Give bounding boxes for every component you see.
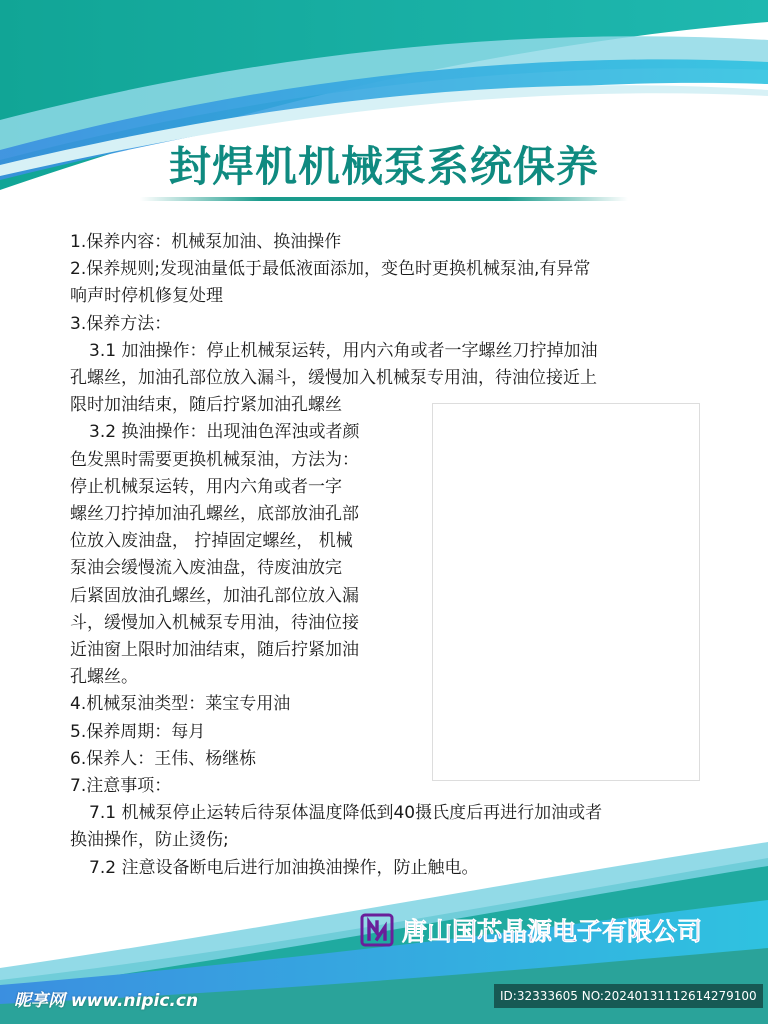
content-line: 7.1 机械泵停止运转后待泵体温度降低到40摄氏度后再进行加油或者 [89,803,603,824]
page-title: 封焊机机械泵系统保养 [168,142,599,191]
content-line: 停止机械泵运转，用内六角或者一字 [70,476,342,497]
maintenance-content [70,229,710,882]
content-line: 4.机械泵油类型：莱宝专用油 [70,694,291,715]
content-line: 3.2 换油操作：出现油色浑浊或者颜 [89,422,360,443]
company-logo-icon [360,913,394,947]
content-line: 响声时停机修复处理 [70,286,223,307]
watermark-id: ID:32333605 NO:20240131112614279100 [494,984,763,1008]
content-line: 近油窗上限时加油结束，随后拧紧加油 [70,640,359,661]
content-line: 斗，缓慢加入机械泵专用油，待油位接 [70,612,359,633]
content-line: 换油操作，防止烫伤; [70,830,229,851]
content-line: 7.2 注意设备断电后进行加油换油操作，防止触电。 [89,857,479,878]
title-underline [140,197,628,201]
content-line: 孔螺丝。 [70,667,138,688]
content-line: 位放入废油盘， 拧掉固定螺丝， 机械 [70,531,353,552]
content-line: 泵油会缓慢流入废油盘，待废油放完 [70,558,342,579]
content-line: 3.1 加油操作：停止机械泵运转，用内六角或者一字螺丝刀拧掉加油 [89,340,598,361]
content-line: 1.保养内容：机械泵加油、换油操作 [70,232,342,252]
content-line: 2.保养规则;发现油量低于最低液面添加，变色时更换机械泵油,有异常 [70,259,591,280]
company-name: 唐山国芯晶源电子有限公司 [402,917,703,946]
content-line: 孔螺丝，加油孔部位放入漏斗，缓慢加入机械泵专用油，待油位接近上 [70,368,597,389]
content-line: 5.保养周期：每月 [70,721,206,742]
company-block [360,910,702,950]
content-line: 后紧固放油孔螺丝，加油孔部位放入漏 [70,585,359,606]
watermark-site: 昵享网 www.nipic.cn [14,991,199,1011]
content-line: 7.注意事项： [70,776,172,797]
content-line: 6.保养人：王伟、杨继栋 [70,748,257,769]
content-line: 限时加油结束，随后拧紧加油孔螺丝 [70,395,342,416]
content-line: 色发黑时需要更换机械泵油，方法为： [70,449,359,470]
content-line: 螺丝刀拧掉加油孔螺丝，底部放油孔部 [70,504,359,525]
content-line: 3.保养方法： [70,313,172,334]
